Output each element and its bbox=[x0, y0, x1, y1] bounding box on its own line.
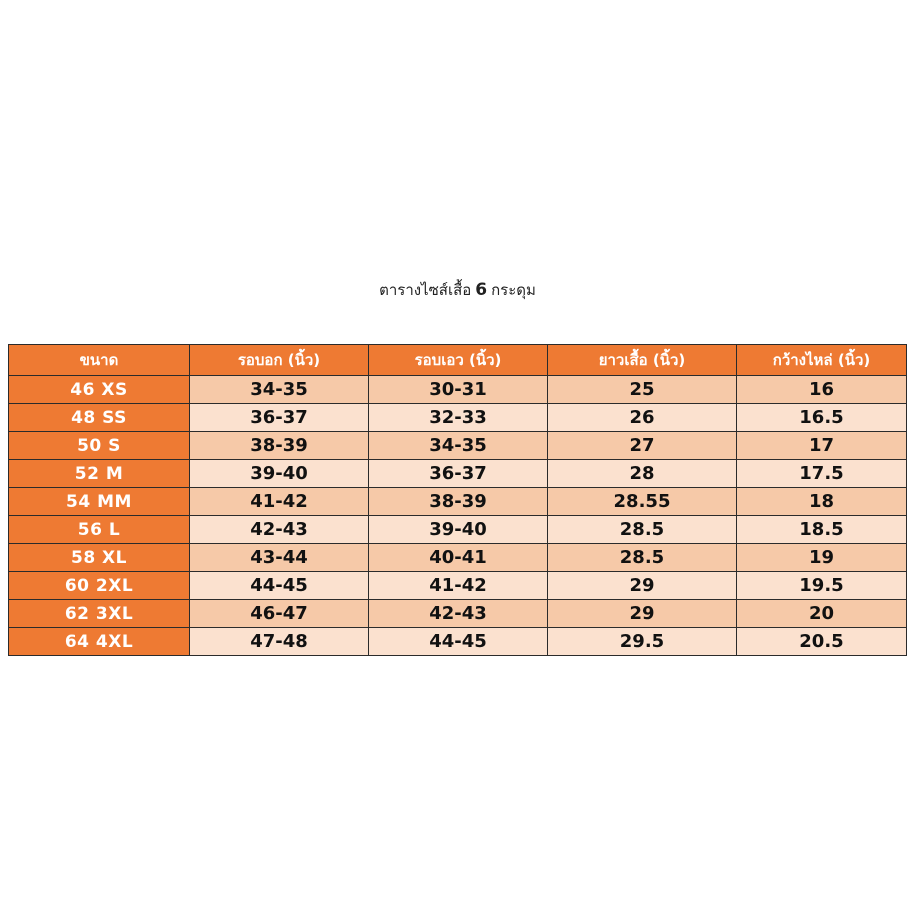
table-row bbox=[9, 516, 907, 544]
size-chart-table bbox=[8, 344, 907, 656]
length-cell: 27 bbox=[548, 432, 737, 460]
title-suffix: กระดุม bbox=[491, 281, 536, 299]
chest-cell: 47-48 bbox=[190, 628, 369, 656]
table-row bbox=[9, 600, 907, 628]
shoulder-cell: 17.5 bbox=[737, 460, 907, 488]
chest-cell: 43-44 bbox=[190, 544, 369, 572]
length-cell: 29.5 bbox=[548, 628, 737, 656]
shoulder-cell: 16 bbox=[737, 376, 907, 404]
length-cell: 28.5 bbox=[548, 516, 737, 544]
length-cell: 29 bbox=[548, 572, 737, 600]
header-chest: รอบอก (นิ้ว) bbox=[190, 345, 369, 376]
table-row bbox=[9, 628, 907, 656]
waist-cell: 30-31 bbox=[369, 376, 548, 404]
chest-cell: 38-39 bbox=[190, 432, 369, 460]
size-cell: 64 4XL bbox=[9, 628, 190, 656]
waist-cell: 42-43 bbox=[369, 600, 548, 628]
size-cell: 58 XL bbox=[9, 544, 190, 572]
length-cell: 28 bbox=[548, 460, 737, 488]
chest-cell: 42-43 bbox=[190, 516, 369, 544]
length-cell: 29 bbox=[548, 600, 737, 628]
table-row bbox=[9, 432, 907, 460]
shoulder-cell: 19.5 bbox=[737, 572, 907, 600]
chest-cell: 36-37 bbox=[190, 404, 369, 432]
waist-cell: 36-37 bbox=[369, 460, 548, 488]
title-number: 6 bbox=[475, 280, 488, 300]
shoulder-cell: 18.5 bbox=[737, 516, 907, 544]
shoulder-cell: 18 bbox=[737, 488, 907, 516]
shoulder-cell: 19 bbox=[737, 544, 907, 572]
size-cell: 54 MM bbox=[9, 488, 190, 516]
waist-cell: 41-42 bbox=[369, 572, 548, 600]
size-cell: 56 L bbox=[9, 516, 190, 544]
chest-cell: 34-35 bbox=[190, 376, 369, 404]
waist-cell: 34-35 bbox=[369, 432, 548, 460]
waist-cell: 38-39 bbox=[369, 488, 548, 516]
table-row bbox=[9, 376, 907, 404]
chest-cell: 39-40 bbox=[190, 460, 369, 488]
length-cell: 25 bbox=[548, 376, 737, 404]
size-cell: 46 XS bbox=[9, 376, 190, 404]
chest-cell: 46-47 bbox=[190, 600, 369, 628]
size-cell: 62 3XL bbox=[9, 600, 190, 628]
chest-cell: 41-42 bbox=[190, 488, 369, 516]
size-cell: 52 M bbox=[9, 460, 190, 488]
table-row bbox=[9, 572, 907, 600]
table-row bbox=[9, 544, 907, 572]
header-waist: รอบเอว (นิ้ว) bbox=[369, 345, 548, 376]
length-cell: 26 bbox=[548, 404, 737, 432]
table-row bbox=[9, 488, 907, 516]
shoulder-cell: 16.5 bbox=[737, 404, 907, 432]
size-cell: 48 SS bbox=[9, 404, 190, 432]
table-row bbox=[9, 460, 907, 488]
waist-cell: 40-41 bbox=[369, 544, 548, 572]
size-cell: 60 2XL bbox=[9, 572, 190, 600]
waist-cell: 32-33 bbox=[369, 404, 548, 432]
title-prefix: ตารางไซส์เสื้อ bbox=[379, 281, 472, 299]
size-cell: 50 S bbox=[9, 432, 190, 460]
chest-cell: 44-45 bbox=[190, 572, 369, 600]
shoulder-cell: 17 bbox=[737, 432, 907, 460]
table-row bbox=[9, 404, 907, 432]
shoulder-cell: 20.5 bbox=[737, 628, 907, 656]
page-title bbox=[0, 278, 915, 302]
header-size: ขนาด bbox=[9, 345, 190, 376]
shoulder-cell: 20 bbox=[737, 600, 907, 628]
waist-cell: 44-45 bbox=[369, 628, 548, 656]
length-cell: 28.55 bbox=[548, 488, 737, 516]
header-shoulder: กว้างไหล่ (นิ้ว) bbox=[737, 345, 907, 376]
length-cell: 28.5 bbox=[548, 544, 737, 572]
waist-cell: 39-40 bbox=[369, 516, 548, 544]
header-row bbox=[9, 345, 907, 376]
header-length: ยาวเสื้อ (นิ้ว) bbox=[548, 345, 737, 376]
